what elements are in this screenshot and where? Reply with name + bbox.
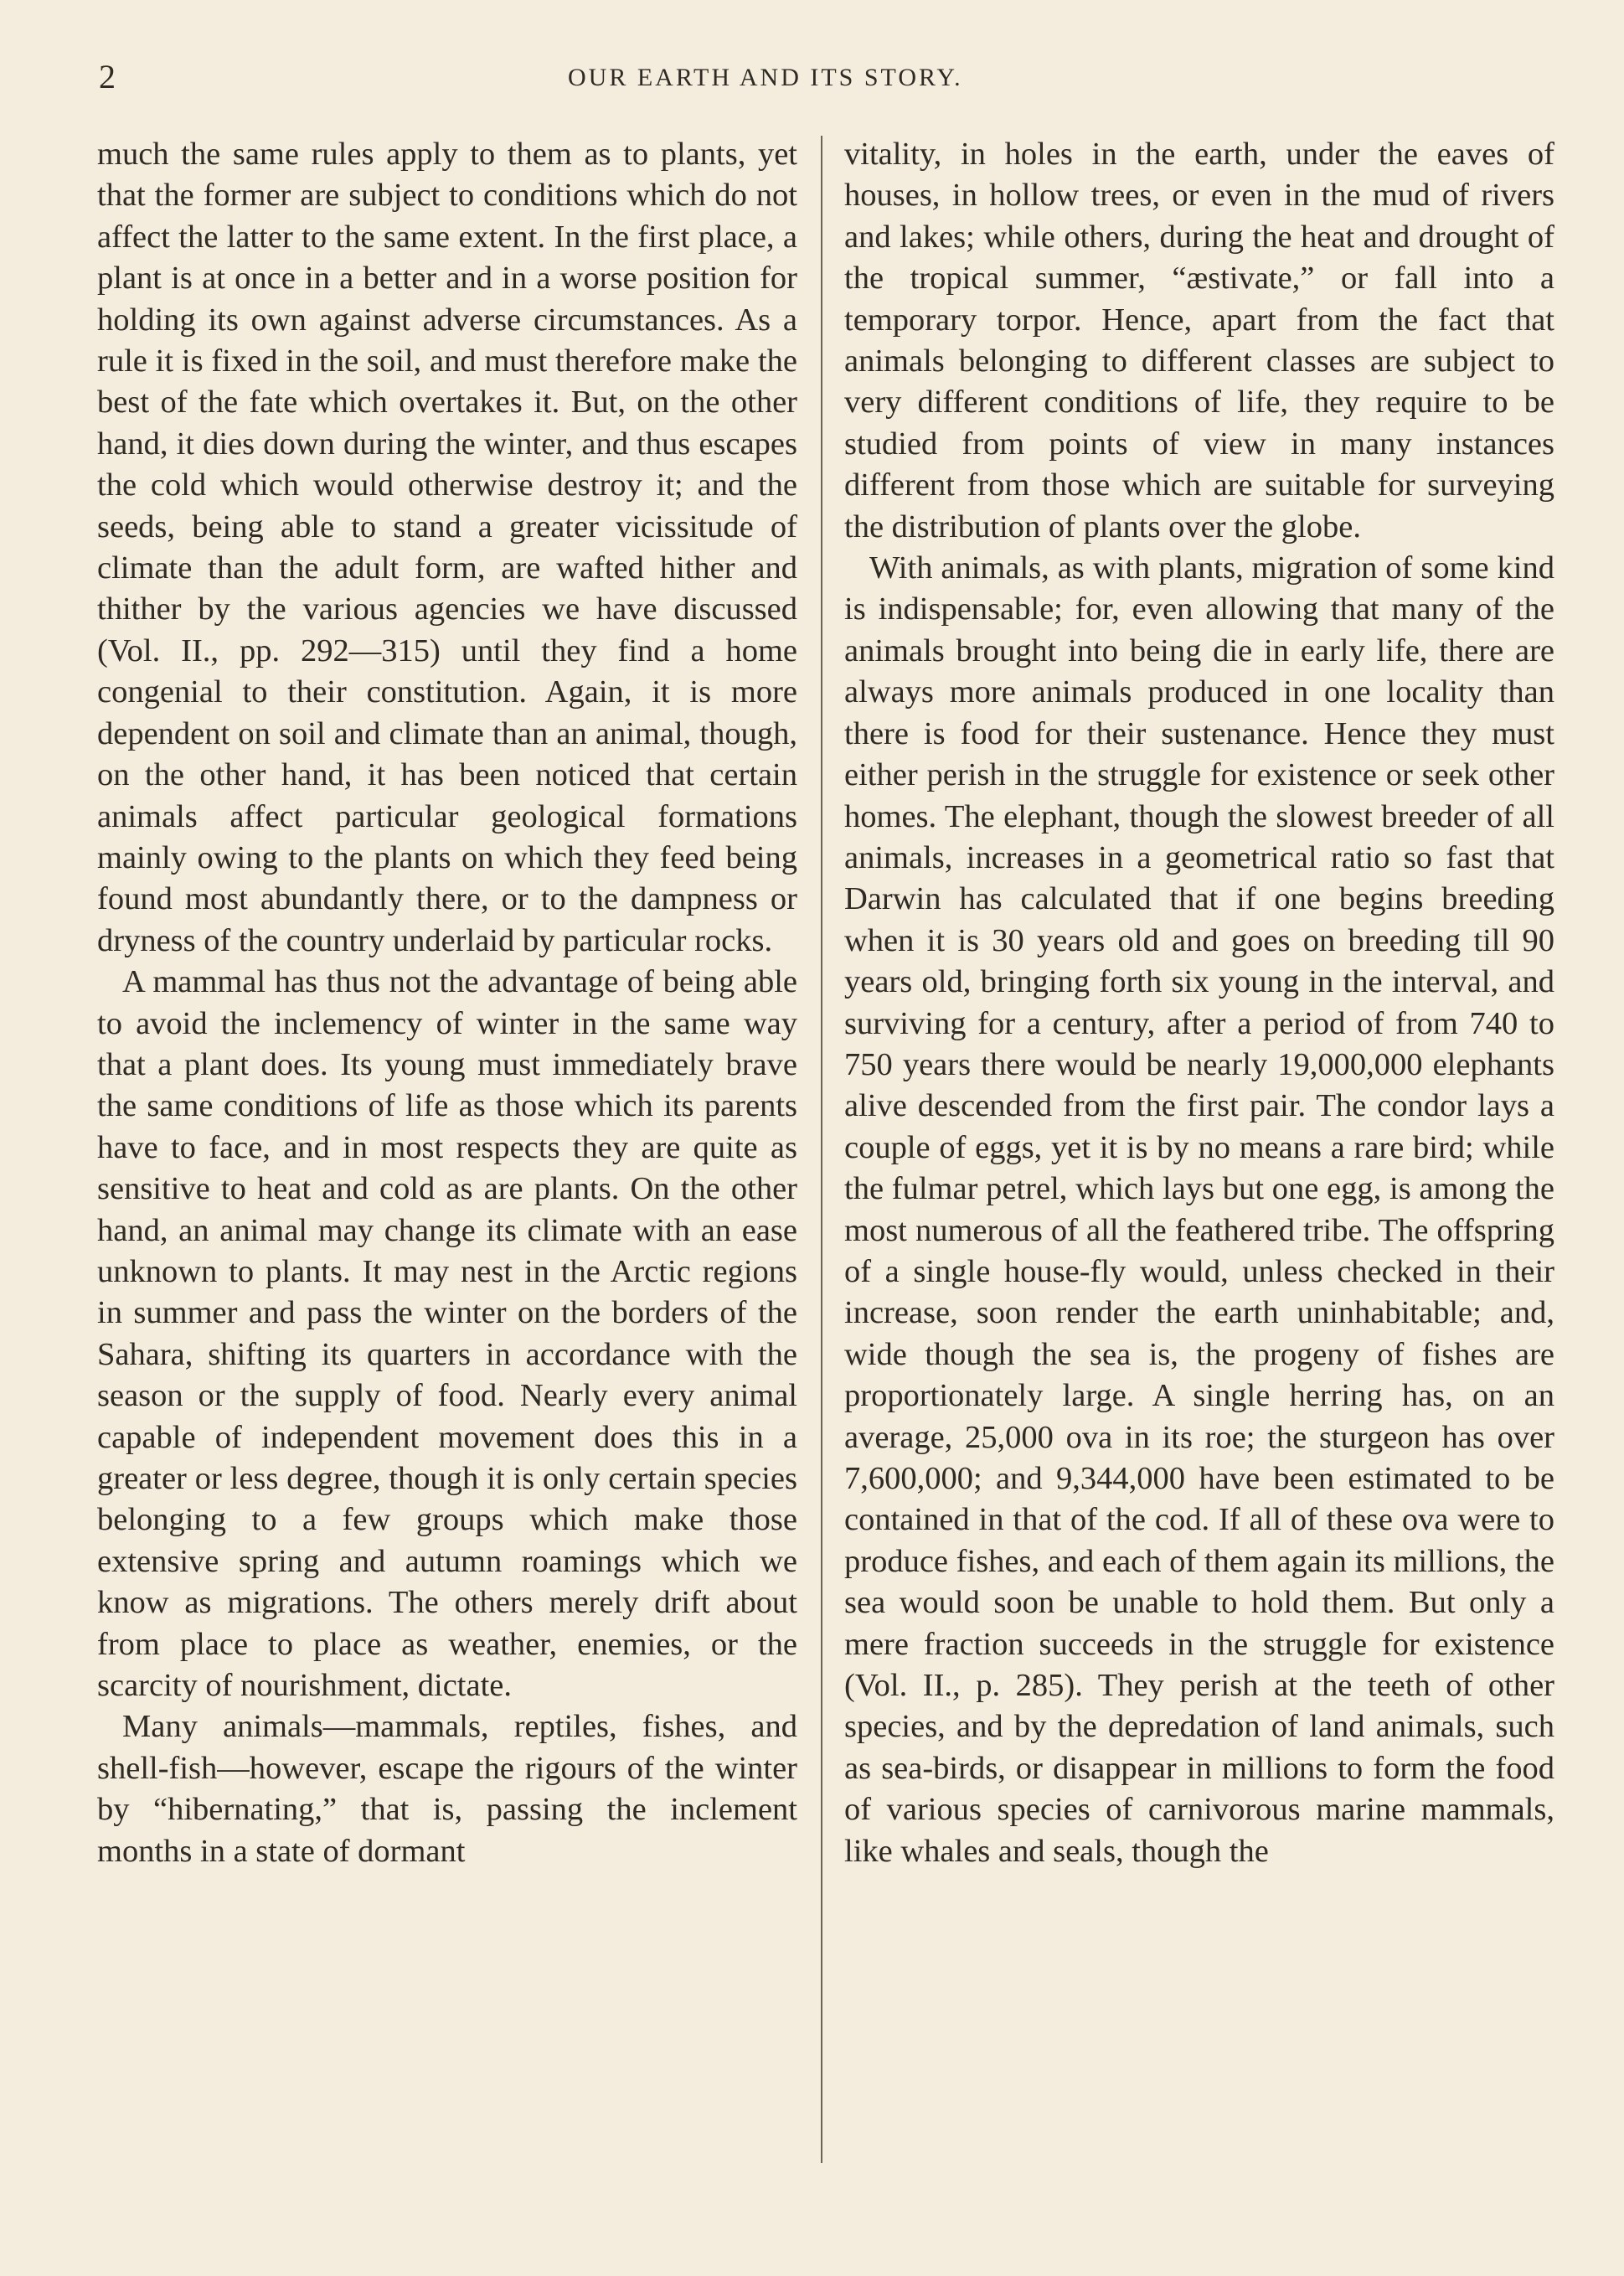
page-header bbox=[99, 57, 1573, 99]
page-number: 2 bbox=[99, 58, 116, 95]
paragraph: With animals, as with plants, migration of some kind is indispensable; for, even allowing that many of the animals brought into being die in early life, there are always more animals produced in one locality than there is food for their sustenance. Hence they must either perish in the struggle for existence or seek other homes. The elephant, though the slowest breeder of all animals, increases in a geometrical ratio so fast that Darwin has calculated that if one begins breeding when it is 30 years old and goes on breeding till 90 years old, bringing forth six young in the interval, and surviving for a century, after a period of from 740 to 750 years there would be nearly 19,000,000 elephants alive descended from the first pair. The condor lays a couple of eggs, yet it is by no means a rare bird; while the fulmar petrel, which lays but one egg, is among the most numerous of all the feathered tribe. The offspring of a single house-fly would, unless checked in their increase, soon render the earth uninhabitable; and, wide though the sea is, the progeny of fishes are proportionately large. A single herring has, on an average, 25,000 ova in its roe; the sturgeon has over 7,600,000; and 9,344,000 have been estimated to be contained in that of the cod. If all of these ova were to produce fishes, and each of them again its millions, the sea would soon be unable to hold them. But only a mere fraction succeeds in the struggle for existence (Vol. II., p. 285). They perish at the teeth of other species, and by the depredation of land animals, such as sea-birds, or disappear in millions to form the food of various species of carnivorous marine mammals, like whales and seals, though the bbox=[844, 550, 1554, 1869]
paragraph: much the same rules apply to them as to plants, yet that the former are subject to conditions which do not affect the latter to the same extent. In the first place, a plant is at once in a better and in a worse position for holding its own against adverse circumstances. As a rule it is fixed in the soil, and must therefore make the best of the fate which overtakes it. But, on the other hand, it dies down during the winter, and thus escapes the cold which would otherwise destroy it; and the seeds, being able to stand a greater vicissitude of climate than the adult form, are wafted hither and thither by the various agencies we have discussed (Vol. II., pp. 292—315) until they find a home congenial to their constitution. Again, it is more dependent on soil and climate than an animal, though, on the other hand, it has been noticed that certain animals affect particular geological formations mainly owing to the plants on which they feed being found most abundantly there, or to the dampness or dryness of the country underlaid by particular rocks. bbox=[97, 137, 797, 958]
paragraph: vitality, in holes in the earth, under the eaves of houses, in hollow trees, or even in the mud of rivers and lakes; while others, during the heat and drought of the tropical summer, “æstivate,” or fall into a temporary torpor. Hence, apart from the fact that animals belonging to different classes are subject to very different conditions of life, they require to be studied from points of view in many instances different from those which are suitable for surveying the distribution of plants over the globe. bbox=[844, 137, 1554, 544]
paragraph: Many animals—mammals, reptiles, fishes, and shell-fish—however, escape the rigours of the winter by “hibernating,” that is, passing the inclement months in a state of dormant bbox=[97, 1709, 797, 1869]
column-divider bbox=[821, 136, 822, 2163]
left-column bbox=[97, 134, 797, 1872]
right-column bbox=[844, 134, 1554, 1872]
paragraph: A mammal has thus not the advantage of being able to avoid the inclemency of winter in the same way that a plant does. Its young must immediately brave the same conditions of life as those which its parents have to face, and in most respects they are quite as sensitive to heat and cold as are plants. On the other hand, an animal may change its climate with an ease unknown to plants. It may nest in the Arctic regions in summer and pass the winter on the borders of the Sahara, shifting its quarters in accordance with the season or the supply of food. Nearly every animal capable of independent movement does this in a greater or less degree, though it is only certain species belonging to a few groups which make those extensive spring and autumn roamings which we know as migrations. The others merely drift about from place to place as weather, enemies, or the scarcity of nourishment, dictate. bbox=[97, 964, 797, 1704]
running-title: OUR EARTH AND ITS STORY. bbox=[568, 64, 963, 91]
